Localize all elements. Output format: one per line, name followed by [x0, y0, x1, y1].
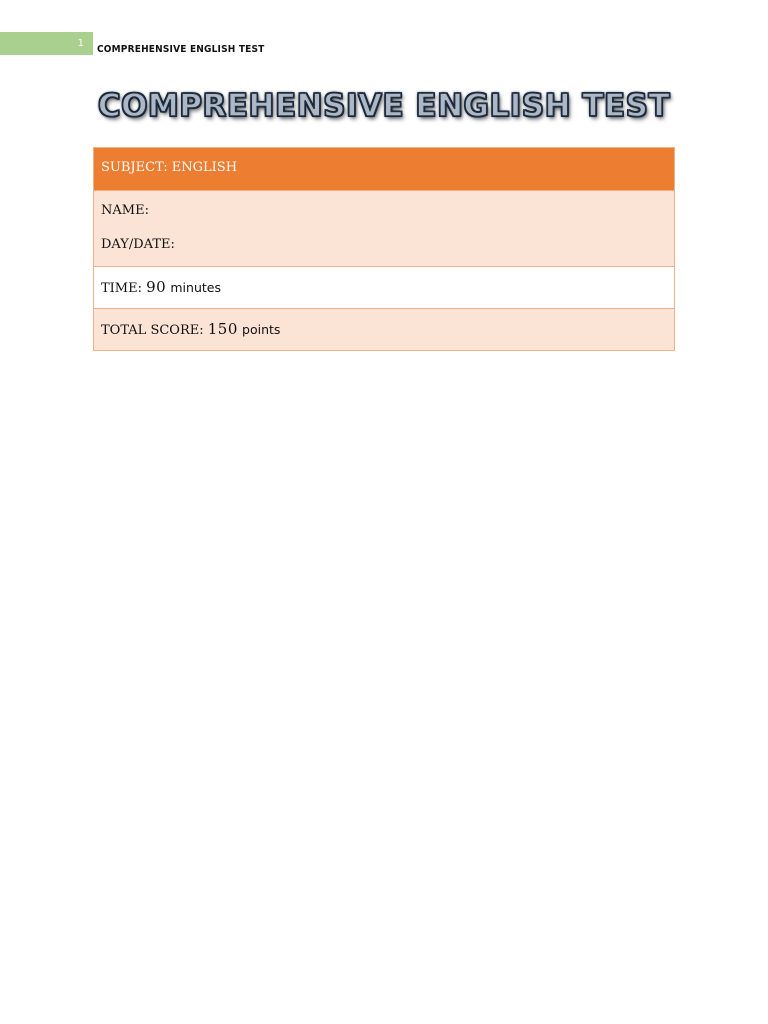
page-number-tab	[0, 32, 93, 55]
student-info-row	[94, 190, 674, 266]
name-label: NAME:	[101, 203, 149, 218]
test-info-table	[93, 147, 675, 351]
subject-row	[94, 148, 674, 190]
time-value: 90	[146, 278, 167, 296]
time-unit: minutes	[170, 280, 221, 295]
total-score-unit: points	[242, 322, 281, 337]
running-header-title: COMPREHENSIVE ENGLISH TEST	[97, 44, 265, 55]
total-score-label: TOTAL SCORE:	[101, 323, 204, 338]
subject-label: SUBJECT: ENGLISH	[101, 160, 238, 175]
time-row	[94, 266, 674, 308]
total-score-row	[94, 308, 674, 350]
document-title: COMPREHENSIVE ENGLISH TEST	[97, 88, 671, 124]
day-date-label: DAY/DATE:	[101, 237, 175, 252]
total-score-value: 150	[207, 320, 238, 338]
page-number: 1	[77, 38, 84, 49]
time-label: TIME:	[101, 281, 142, 296]
